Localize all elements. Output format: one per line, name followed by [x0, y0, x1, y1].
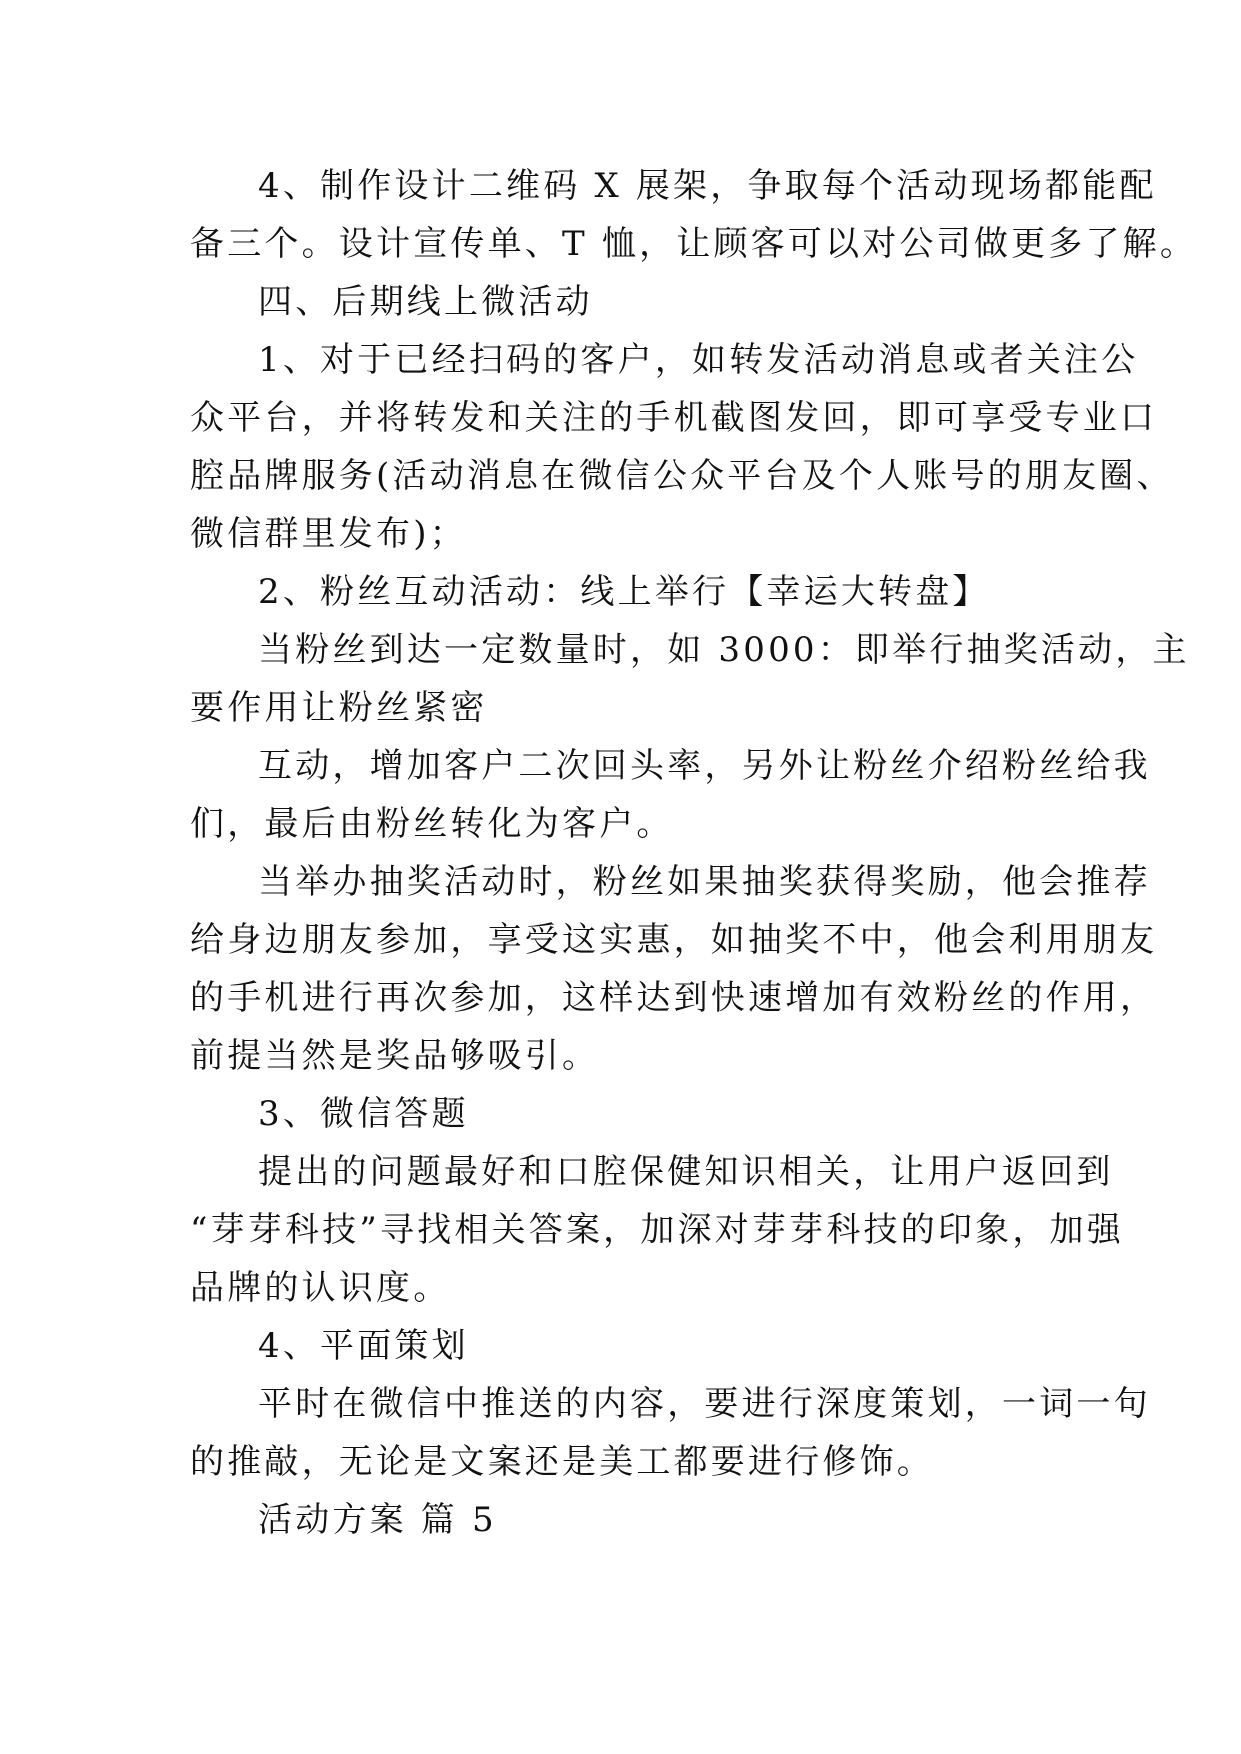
section-heading: 活动方案 篇 5: [258, 1500, 497, 1540]
paragraph-line: 要作用让粉丝紧密: [190, 688, 488, 728]
paragraph-line: 的手机进行再次参加，这样达到快速增加有效粉丝的作用，: [190, 978, 1158, 1018]
paragraph-line: 平时在微信中推送的内容，要进行深度策划，一词一句: [258, 1384, 1151, 1424]
paragraph-line: 给身边朋友参加，享受这实惠，如抽奖不中，他会利用朋友: [190, 920, 1158, 960]
paragraph-line: 当粉丝到达一定数量时，如 3000：即举行抽奖活动，主: [258, 630, 1190, 670]
paragraph-line: 3、微信答题: [258, 1094, 469, 1134]
paragraph-line: 微信群里发布)；: [190, 514, 467, 554]
paragraph-line: 4、制作设计二维码 X 展架，争取每个活动现场都能配: [258, 166, 1157, 206]
paragraph-line: 腔品牌服务(活动消息在微信公众平台及个人账号的朋友圈、: [190, 456, 1174, 496]
paragraph-line: “芽芽科技”寻找相关答案，加深对芽芽科技的印象，加强: [190, 1210, 1124, 1250]
paragraph-line: 2、粉丝互动活动：线上举行【幸运大转盘】: [258, 572, 990, 612]
paragraph-line: 前提当然是奖品够吸引。: [190, 1036, 600, 1076]
section-heading: 四、后期线上微活动: [258, 282, 593, 322]
paragraph-line: 们，最后由粉丝转化为客户。: [190, 804, 674, 844]
paragraph-line: 提出的问题最好和口腔保健知识相关，让用户返回到: [258, 1152, 1114, 1192]
paragraph-line: 当举办抽奖活动时，粉丝如果抽奖获得奖励，他会推荐: [258, 862, 1151, 902]
paragraph-line: 备三个。设计宣传单、T 恤，让顾客可以对公司做更多了解。: [190, 224, 1198, 264]
paragraph-line: 互动，增加客户二次回头率，另外让粉丝介绍粉丝给我: [258, 746, 1151, 786]
paragraph-line: 众平台，并将转发和关注的手机截图发回，即可享受专业口: [190, 398, 1158, 438]
paragraph-line: 的推敲，无论是文案还是美工都要进行修饰。: [190, 1442, 934, 1482]
paragraph-line: 4、平面策划: [258, 1326, 469, 1366]
paragraph-line: 品牌的认识度。: [190, 1268, 451, 1308]
paragraph-line: 1、对于已经扫码的客户，如转发活动消息或者关注公: [258, 340, 1139, 380]
